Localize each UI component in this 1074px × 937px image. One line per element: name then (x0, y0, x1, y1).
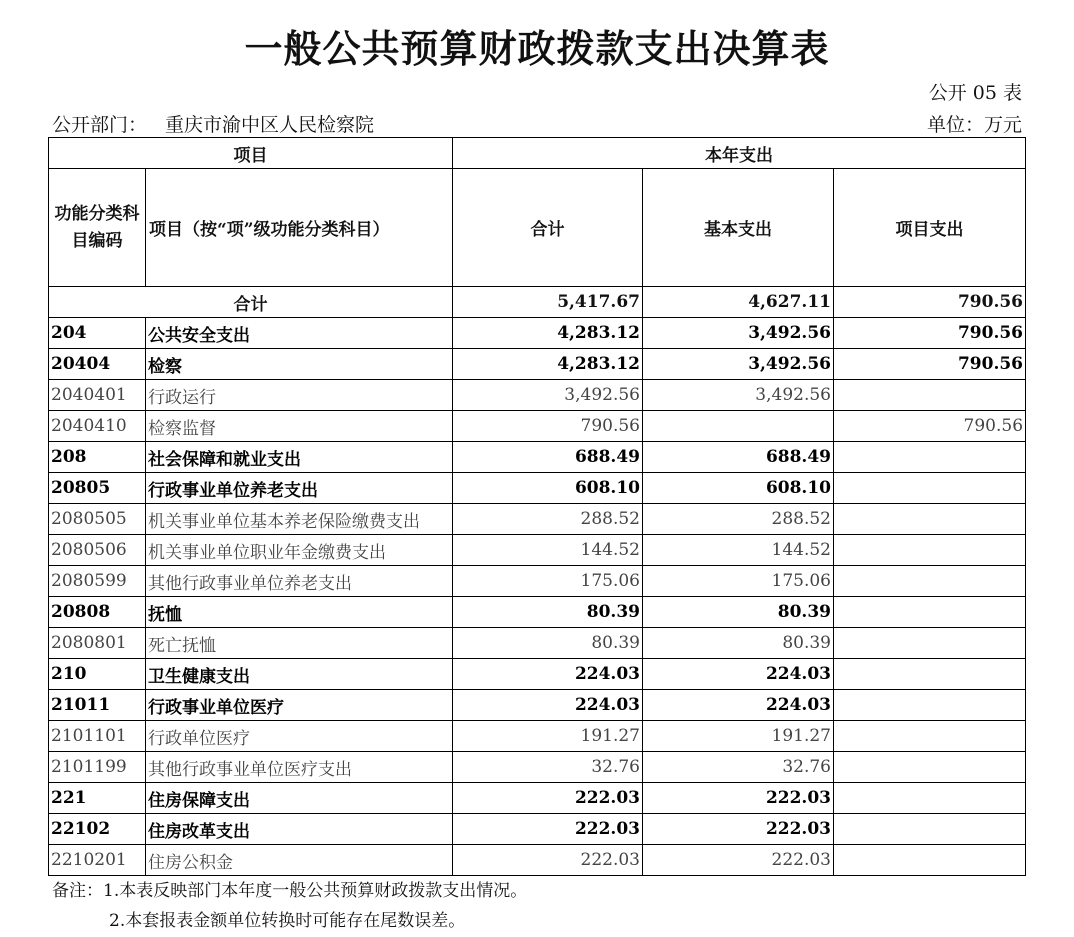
row-basic: 688.49 (643, 442, 834, 473)
table-row (49, 411, 1026, 442)
row-code: 2080599 (49, 566, 146, 597)
row-name: 机关事业单位基本养老保险缴费支出 (146, 504, 453, 535)
row-name: 住房公积金 (146, 845, 453, 876)
row-basic: 222.03 (643, 845, 834, 876)
row-name: 检察 (146, 349, 453, 380)
header-current-year: 本年支出 (453, 138, 1026, 169)
row-total: 608.10 (453, 473, 643, 504)
total-label: 合计 (49, 287, 453, 318)
row-code: 210 (49, 659, 146, 690)
row-total: 3,492.56 (453, 380, 643, 411)
row-total: 222.03 (453, 845, 643, 876)
header-row-1 (49, 138, 1026, 169)
table-row (49, 442, 1026, 473)
row-total: 688.49 (453, 442, 643, 473)
header-basic: 基本支出 (643, 169, 834, 287)
row-basic: 80.39 (643, 628, 834, 659)
note-2: 2.本套报表金额单位转换时可能存在尾数误差。 (109, 911, 466, 931)
row-basic: 3,492.56 (643, 318, 834, 349)
row-basic: 222.03 (643, 814, 834, 845)
row-total: 222.03 (453, 814, 643, 845)
row-code: 20808 (49, 597, 146, 628)
table-row (49, 628, 1026, 659)
row-code: 2080506 (49, 535, 146, 566)
row-code: 22102 (49, 814, 146, 845)
row-name: 行政事业单位医疗 (146, 690, 453, 721)
row-total: 4,283.12 (453, 349, 643, 380)
row-basic: 3,492.56 (643, 380, 834, 411)
table-row (49, 659, 1026, 690)
row-name: 行政事业单位养老支出 (146, 473, 453, 504)
header-code: 功能分类科目编码 (49, 169, 146, 287)
row-total: 80.39 (453, 597, 643, 628)
row-name: 机关事业单位职业年金缴费支出 (146, 535, 453, 566)
row-total: 224.03 (453, 690, 643, 721)
row-code: 2101101 (49, 721, 146, 752)
row-project (834, 721, 1026, 752)
row-project (834, 814, 1026, 845)
table-row (49, 380, 1026, 411)
row-code: 2040401 (49, 380, 146, 411)
page-title: 一般公共预算财政拨款支出决算表 (244, 26, 830, 71)
total-project: 790.56 (834, 287, 1026, 318)
row-code: 204 (49, 318, 146, 349)
row-project (834, 473, 1026, 504)
row-project (834, 659, 1026, 690)
row-project (834, 628, 1026, 659)
table-row (49, 318, 1026, 349)
row-total: 80.39 (453, 628, 643, 659)
table-row (49, 721, 1026, 752)
table-row (49, 752, 1026, 783)
table-row (49, 349, 1026, 380)
table-row (49, 814, 1026, 845)
row-name: 公共安全支出 (146, 318, 453, 349)
row-basic: 222.03 (643, 783, 834, 814)
row-code: 2040410 (49, 411, 146, 442)
row-code: 20404 (49, 349, 146, 380)
row-project: 790.56 (834, 411, 1026, 442)
row-code: 221 (49, 783, 146, 814)
row-name: 其他行政事业单位养老支出 (146, 566, 453, 597)
header-name: 项目（按“项”级功能分类科目） (146, 169, 453, 287)
row-name: 行政单位医疗 (146, 721, 453, 752)
department-line (52, 110, 374, 137)
table-row (49, 597, 1026, 628)
row-project (834, 752, 1026, 783)
row-total: 288.52 (453, 504, 643, 535)
row-project (834, 566, 1026, 597)
row-basic: 608.10 (643, 473, 834, 504)
form-number: 公开 05 表 (928, 82, 1022, 104)
row-code: 2101199 (49, 752, 146, 783)
row-name: 住房改革支出 (146, 814, 453, 845)
row-name: 社会保障和就业支出 (146, 442, 453, 473)
row-name: 其他行政事业单位医疗支出 (146, 752, 453, 783)
unit-label: 单位：万元 (926, 114, 1022, 136)
table-row (49, 535, 1026, 566)
row-basic: 3,492.56 (643, 349, 834, 380)
row-name: 检察监督 (146, 411, 453, 442)
header-row-2 (49, 169, 1026, 287)
row-code: 2080801 (49, 628, 146, 659)
row-project (834, 783, 1026, 814)
row-code: 208 (49, 442, 146, 473)
row-code: 2210201 (49, 845, 146, 876)
row-name: 死亡抚恤 (146, 628, 453, 659)
row-basic: 224.03 (643, 690, 834, 721)
row-total: 224.03 (453, 659, 643, 690)
row-total: 790.56 (453, 411, 643, 442)
row-total: 4,283.12 (453, 318, 643, 349)
row-basic: 175.06 (643, 566, 834, 597)
row-total: 32.76 (453, 752, 643, 783)
table-row (49, 783, 1026, 814)
row-project: 790.56 (834, 318, 1026, 349)
department-label: 公开部门： (52, 114, 148, 136)
table-row (49, 473, 1026, 504)
row-total: 175.06 (453, 566, 643, 597)
row-project (834, 690, 1026, 721)
row-project (834, 597, 1026, 628)
row-project (834, 504, 1026, 535)
row-basic: 224.03 (643, 659, 834, 690)
table-row (49, 504, 1026, 535)
row-name: 住房保障支出 (146, 783, 453, 814)
row-project (834, 442, 1026, 473)
row-code: 20805 (49, 473, 146, 504)
total-sum: 5,417.67 (453, 287, 643, 318)
row-name: 抚恤 (146, 597, 453, 628)
table-row (49, 690, 1026, 721)
budget-table (48, 137, 1026, 876)
row-name: 卫生健康支出 (146, 659, 453, 690)
note-1: 备注：1.本表反映部门本年度一般公共预算财政拨款支出情况。 (52, 881, 528, 901)
row-code: 21011 (49, 690, 146, 721)
row-basic: 191.27 (643, 721, 834, 752)
row-basic: 32.76 (643, 752, 834, 783)
row-project (834, 380, 1026, 411)
row-total: 191.27 (453, 721, 643, 752)
row-basic: 80.39 (643, 597, 834, 628)
row-project (834, 535, 1026, 566)
notes (52, 876, 527, 936)
table-row (49, 845, 1026, 876)
row-name: 行政运行 (146, 380, 453, 411)
row-code: 2080505 (49, 504, 146, 535)
row-total: 144.52 (453, 535, 643, 566)
header-total: 合计 (453, 169, 643, 287)
header-project: 项目支出 (834, 169, 1026, 287)
header-item: 项目 (49, 138, 453, 169)
row-project: 790.56 (834, 349, 1026, 380)
department-name: 重庆市渝中区人民检察院 (165, 114, 375, 136)
row-basic: 144.52 (643, 535, 834, 566)
total-row (49, 287, 1026, 318)
table-row (49, 566, 1026, 597)
row-basic: 288.52 (643, 504, 834, 535)
row-total: 222.03 (453, 783, 643, 814)
row-basic (643, 411, 834, 442)
row-project (834, 845, 1026, 876)
total-basic: 4,627.11 (643, 287, 834, 318)
